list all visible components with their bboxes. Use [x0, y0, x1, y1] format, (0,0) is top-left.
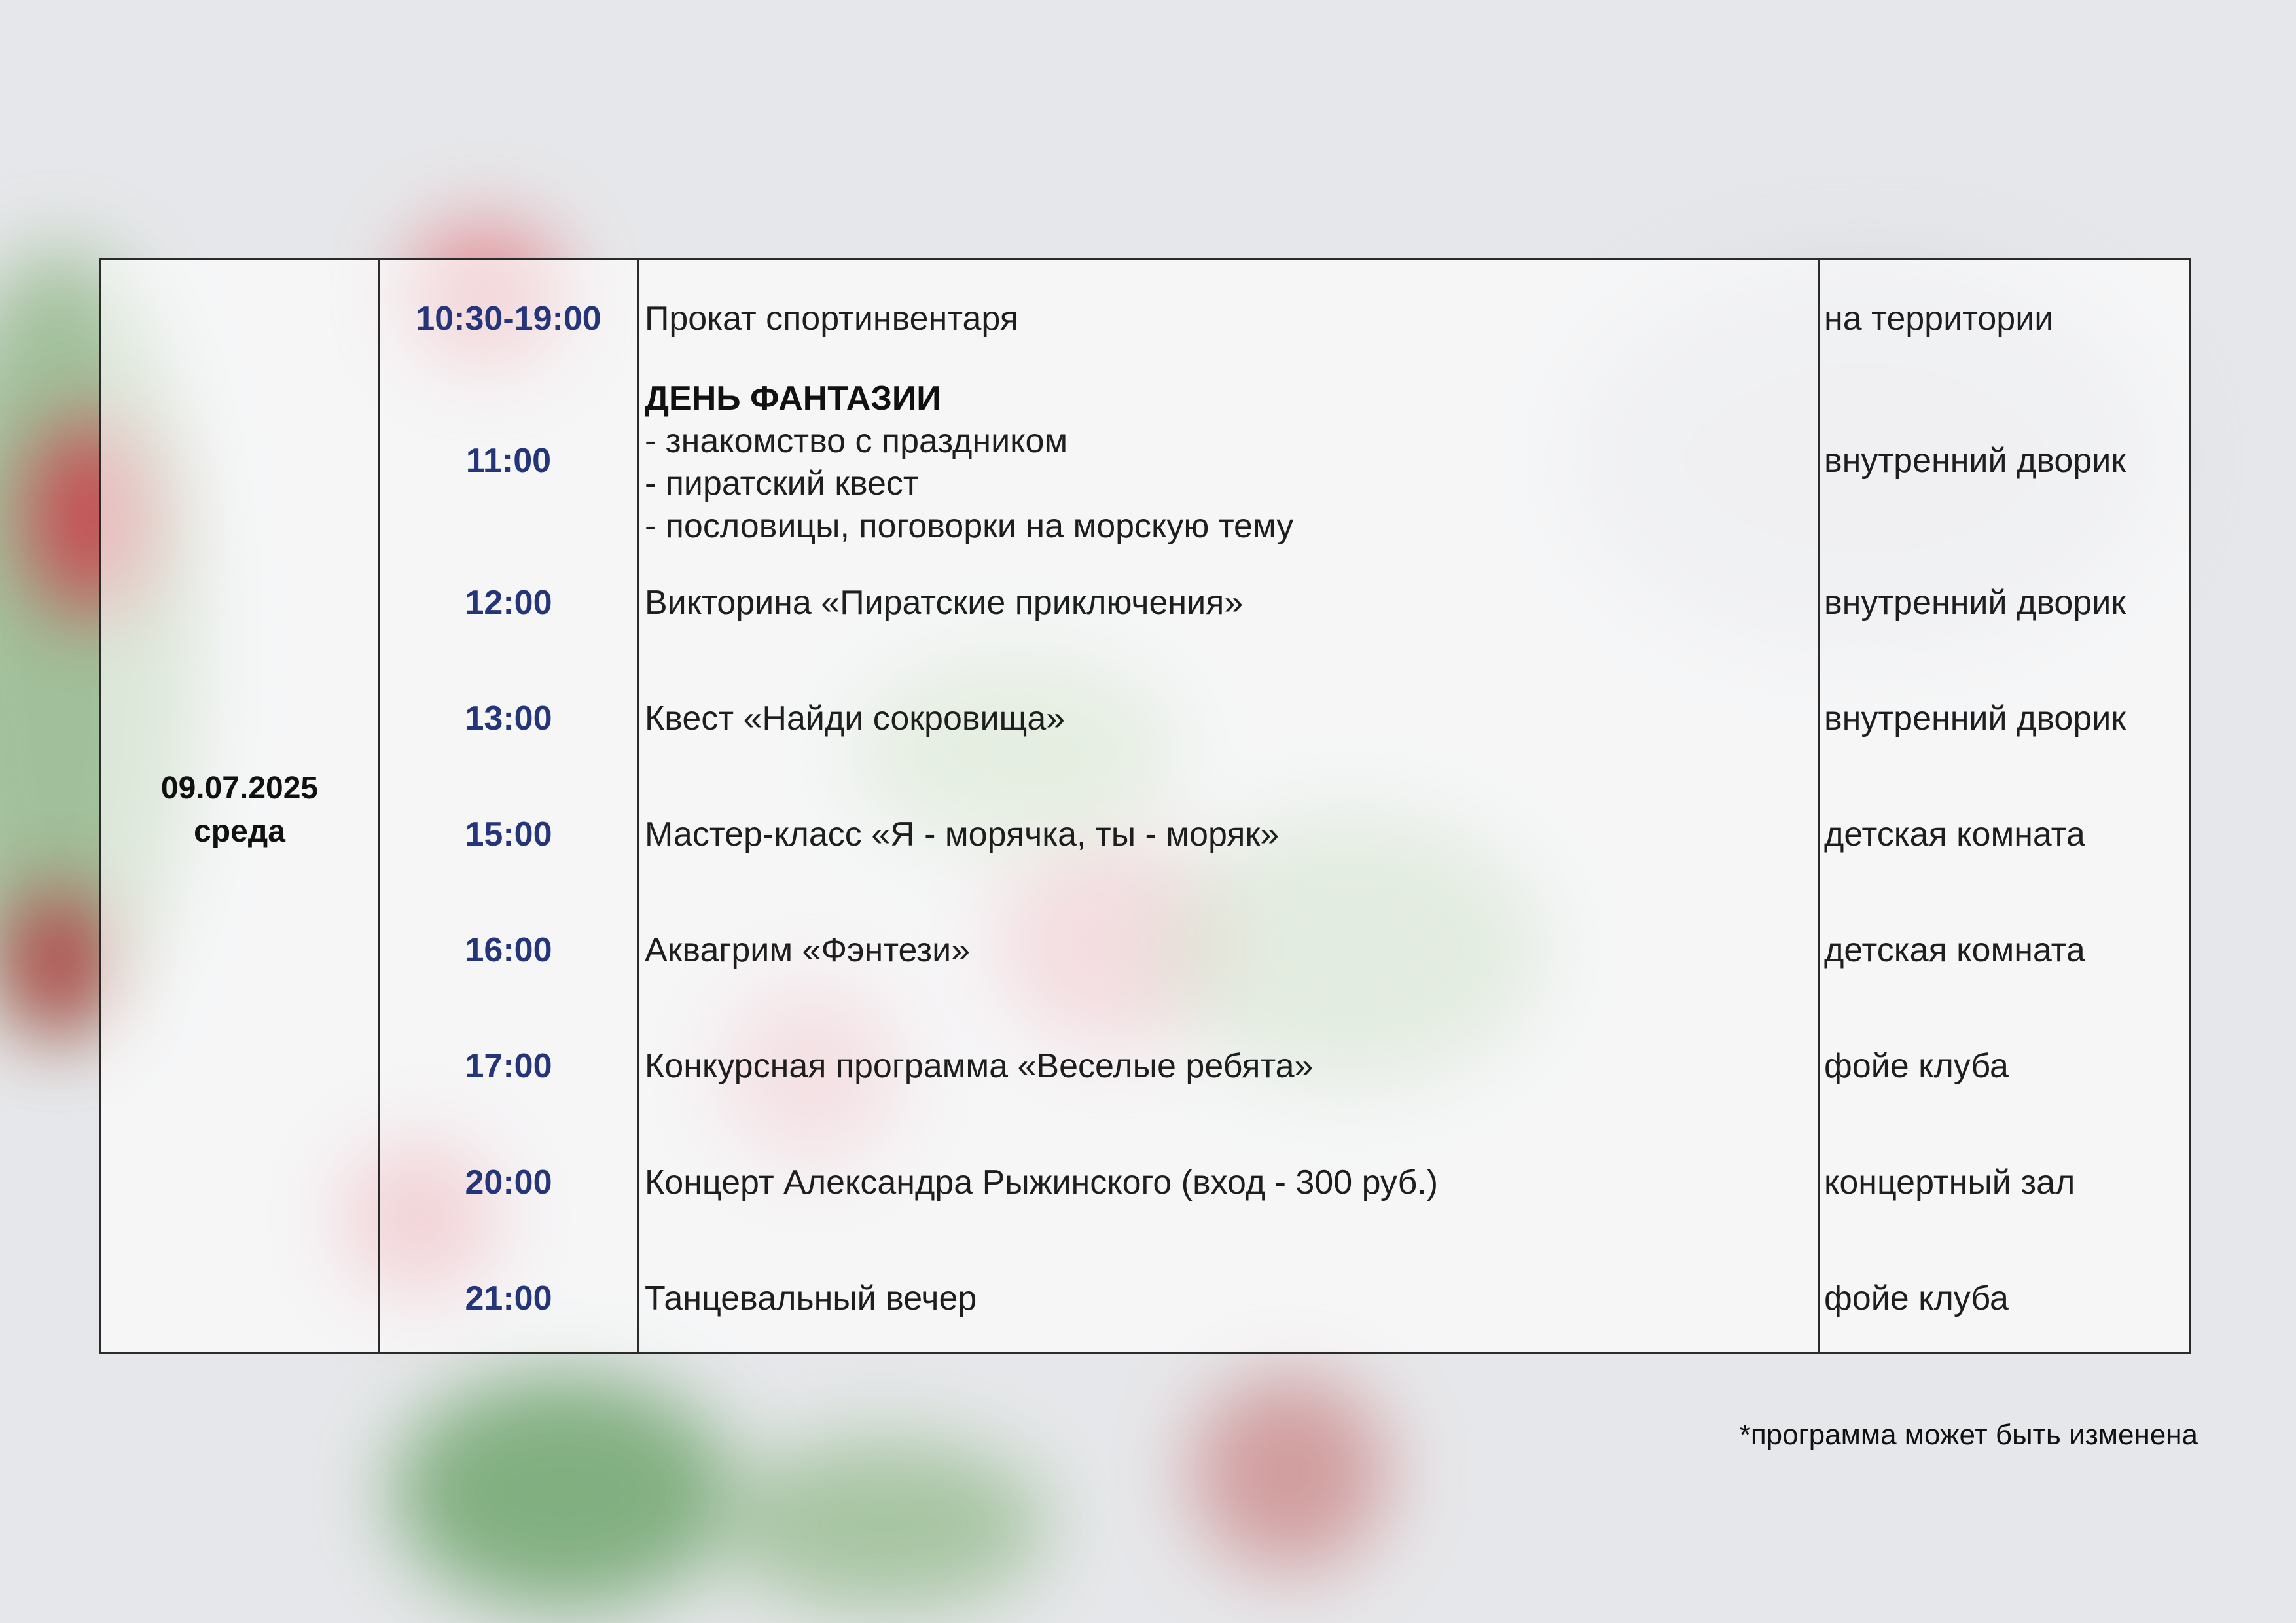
event-cell: Мастер-класс «Я - морячка, ты - моряк» — [645, 815, 1280, 853]
schedule-table — [99, 258, 2191, 1354]
event-line: - пословицы, поговорки на морскую тему — [645, 507, 1294, 545]
event-line: - знакомство с праздником — [645, 422, 1068, 460]
time-cell: 20:00 — [465, 1164, 552, 1202]
time-cell: 11:00 — [465, 442, 552, 480]
time-cell: 12:00 — [465, 584, 552, 622]
place-cell: внутренний дворик — [1824, 584, 2126, 622]
event-cell: Концерт Александра Рыжинского (вход - 300 руб.) — [645, 1164, 1439, 1202]
footnote: *программа может быть изменена — [1739, 1419, 2198, 1451]
place-cell: детская комната — [1824, 931, 2085, 969]
time-cell: 15:00 — [465, 815, 552, 853]
event-cell — [645, 378, 1810, 548]
event-cell: Танцевальный вечер — [645, 1279, 977, 1317]
time-cell: 10:30-19:00 — [416, 300, 601, 338]
place-cell: внутренний дворик — [1824, 700, 2126, 738]
event-cell: Квест «Найди сокровища» — [645, 700, 1066, 738]
time-cell: 16:00 — [465, 931, 552, 969]
place-cell: внутренний дворик — [1824, 442, 2126, 480]
event-title: ДЕНЬ ФАНТАЗИИ — [645, 380, 941, 418]
event-cell: Прокат спортинвентаря — [645, 300, 1018, 338]
place-cell: фойе клуба — [1824, 1047, 2009, 1085]
weekday-text: среда — [194, 814, 285, 849]
event-line: - пиратский квест — [645, 465, 919, 503]
place-cell: концертный зал — [1824, 1164, 2075, 1202]
place-cell: на территории — [1824, 300, 2054, 338]
event-cell: Конкурсная программа «Веселые ребята» — [645, 1047, 1314, 1085]
time-cell: 13:00 — [465, 700, 552, 738]
event-cell: Викторина «Пиратские приключения» — [645, 584, 1244, 622]
date-text: 09.07.2025 — [160, 771, 319, 806]
time-cell: 21:00 — [465, 1279, 552, 1317]
place-cell: детская комната — [1824, 815, 2085, 853]
time-cell: 17:00 — [465, 1047, 552, 1085]
event-cell: Аквагрим «Фэнтези» — [645, 931, 971, 969]
place-cell: фойе клуба — [1824, 1279, 2009, 1317]
date-cell — [101, 767, 378, 853]
